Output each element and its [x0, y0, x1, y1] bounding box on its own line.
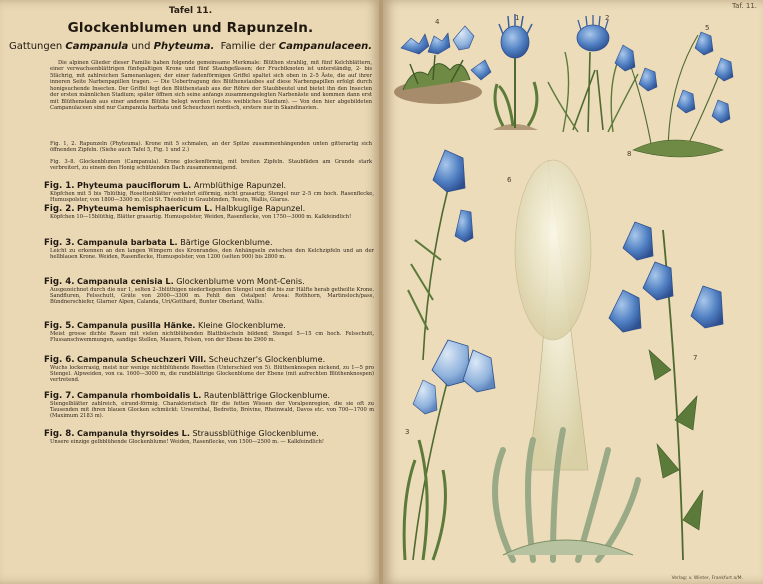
figure-number: Fig. 5. [44, 321, 75, 331]
fig-number-6: 6 [507, 176, 512, 184]
fig-number-5: 5 [705, 24, 710, 32]
subtitle-genus-phyteuma: Phyteuma. [153, 41, 215, 52]
figure-heading [44, 354, 374, 365]
figure-description: Leicht zu erkennen an den langen Wimpern des Kronrandes, den Anhängseln zwischen den Kelchzipfeln und an der hellblauen Krone. Weiden, Rasenflecke, Humuspolster, von 1200 (selten 900) bis 2800 m. [50, 248, 374, 261]
species-name: Campanula cenisia L. [77, 276, 174, 286]
note-phyteuma: Fig. 1, 2. Rapunzeln (Phyteuma). Krone mit 5 schmalen, an der Spitze zusammenhängenden unten gitterartig sich öffnenden Zipfeln. (Siehe auch Tafel 5, Fig. 1 und 2.) [50, 141, 372, 154]
figure-description: Köpfchen mit 5 bis 7blüthig, Rosettenblätter verkehrt eiförmig, nicht grasartig; Stengel nur 2–5 cm hoch. Rasenflecke, Humuspolster, von 1800—3300 m. (Col St. Théodul) in Graubünden, Tessin, Wallis, Glarus. [50, 191, 374, 204]
fig-number-7: 7 [693, 354, 698, 362]
note-campanula: Fig. 3–8. Glockenblumen (Campanula). Krone glockenförmig, mit breiten Zipfeln. Staubfäden am Grunde stark verbreitert, zu einem den Honig schützenden Dach zusammenneigend. [50, 159, 372, 172]
figure-description: Unsere einzige gelbblühende Glockenblume! Weiden, Rasenflecke, von 1500—2500 m. — Kalkfeindlich! [50, 439, 324, 445]
common-name: Rautenblättrige Glockenblume. [203, 390, 331, 400]
figure-number: Fig. 6. [44, 355, 75, 365]
species-name: Campanula thyrsoides L. [77, 428, 190, 438]
figure-entry [44, 354, 374, 384]
fig-number-1: 1 [515, 14, 520, 22]
figure-entry [44, 390, 374, 420]
left-page-text [0, 0, 381, 584]
figure-heading [44, 390, 374, 401]
figure-number: Fig. 8. [44, 429, 75, 439]
figure-entry [44, 320, 374, 343]
common-name: Bärtige Glockenblume. [180, 237, 273, 247]
fig-number-2: 2 [605, 14, 610, 22]
fig-number-8: 8 [627, 150, 632, 158]
species-name: Phyteuma pauciflorum L. [77, 180, 192, 190]
species-name: Campanula Scheuchzeri Vill. [77, 354, 207, 364]
figure-2-phyteuma-hemisphaericum [548, 15, 638, 132]
page-title: Glockenblumen und Rapunzeln. [67, 20, 314, 36]
figure-5-campanula-pusilla [615, 32, 733, 157]
figure-description: Meist grosse dichte Rasen mit vielen nichtblühenden Blattbüscheln bildend; Stengel 5—15 cm hoch. Felsschutt, Flussanschwemmungen, sandige Stellen, Mauern, Felsen, von der Ebene bis 2900 m. [50, 331, 374, 344]
common-name: Straussblüthige Glockenblume. [192, 428, 319, 438]
page-subtitle [0, 41, 381, 52]
figure-1-phyteuma-pauciflorum [493, 14, 538, 130]
figure-number: Fig. 7. [44, 391, 75, 401]
figure-heading [44, 320, 374, 331]
figure-number: Fig. 1. [44, 181, 75, 191]
figure-description: Stengelblätter zahlreich, eirund-förmig. Charakteristisch für die fetten Wiesen der Voralpenregion, die sie oft zu Tausenden mit ihren blauen Glocken schmückt: Ursernthal, Bedretto, Brévine, Rheinwald, Davos etc. von 700—1700 m (Maximum 2183 m). [50, 401, 374, 420]
subtitle-family: Campanulaceen. [278, 41, 373, 52]
figure-4-campanula-cenisia [394, 26, 491, 104]
figure-3-campanula-barbata [404, 340, 495, 560]
species-name: Phyteuma hemisphaericum L. [77, 203, 213, 213]
plate-label: Taf. 11. [732, 2, 757, 10]
figure-entry [44, 180, 374, 203]
figure-entry [44, 428, 374, 445]
common-name: Scheuchzer's Glockenblume. [208, 354, 326, 364]
species-name: Campanula pusilla Hänke. [77, 320, 196, 330]
subtitle-genus-campanula: Campanula [65, 41, 129, 52]
figure-6-campanula-scheuchzeri [408, 150, 473, 360]
fig-number-4: 4 [435, 18, 440, 26]
intro-paragraph: Die alpinen Glieder dieser Familie haben folgende gemeinsame Merkmale: Blüthen strahlig, mit fünf Kelchblättern, einer verwachsenblättrigen fünfspaltigen Krone und fünf Staubgefässen; der Fruchtknoten ist unterständig, 2- bis 5fächrig, mit zahlreichen Samenanlagen; der einer fadenförmigen Griffel spaltet sich oben in 2–5 Äste, die auf ihrer inneren Seite Narbenpapillen tragen. — Die Uebertragung des Blüthenstaubes auf diese Narbenpapillen erfolgt durch honigsuchende Insecten. Der Griffel fegt den Blüthenstaub aus der Röhre der Staubbeutel und bietet ihn den Insecten der ersten männlichen Stadium; später öffnen sich seine anfangs zusammengelegten Narbenäste und kommen dann erst mit Blüthenstaub aus einer anderen Blüthe belegt werden (erstes weibliches Stadium). — Von den hier abgebildeten Campanulaceen sind nur Campanula barbata und Scheuchzeri nordisch, erstere nur in Skandinavien. [50, 60, 372, 112]
figure-description: Köpfchen 10—15blüthig, Blätter grasartig. Humuspolster, Weiden, Rasenflecke, von 1750—3000 m. Kalkfeindlich! [50, 214, 352, 220]
botanical-illustration [383, 0, 763, 584]
species-name: Campanula barbata L. [77, 237, 178, 247]
figure-heading [44, 276, 374, 287]
fig-number-3: 3 [405, 428, 410, 436]
subtitle-prefix: Gattungen [8, 41, 63, 52]
right-page-plate [383, 0, 763, 584]
common-name: Halbkuglige Rapunzel. [215, 203, 306, 213]
subtitle-und: und [131, 41, 151, 52]
species-name: Campanula rhomboidalis L. [77, 390, 202, 400]
figure-number: Fig. 4. [44, 277, 75, 287]
subtitle-family-label: Familie der [220, 41, 276, 52]
common-name: Armblüthige Rapunzel. [193, 180, 287, 190]
figure-8-campanula-thyrsoides [495, 160, 638, 560]
figure-heading [44, 237, 374, 248]
figure-description: Ausgezeichnet durch die nur 1, selten 2–3blüthigen niederliegenden Stengel und die bis zur Hälfte herab getheilte Krone. Sandfluren, Felsschutt, Gräte von 2000—3300 m. Fehlt den Ostalpen! Arosa: Rothhorn, Martinsloch/pass, Bündnerschiefer, Glarner Alpen, Calanda, Uri/Gotthard, Bunter Oberland, Wallis. [50, 287, 374, 306]
common-name: Glockenblume vom Mont-Cenis. [176, 276, 305, 286]
figure-entry [44, 203, 374, 220]
publisher-credit: Verlag: v. Winter, Frankfurt a/M. [671, 576, 743, 581]
common-name: Kleine Glockenblume. [198, 320, 286, 330]
figure-number: Fig. 2. [44, 204, 75, 214]
figure-entry [44, 237, 374, 260]
figure-heading [44, 203, 374, 214]
figure-description: Wuchs lockerrasig, meist nur wenige nichtblühende Rosetten (Unterschied von 5). Blüthenknospen nickend, zu 1—5 pro Stengel. Alpweiden, von ca. 1600—3000 m, die rundblättrige Glockenblume der Ebene (mit aufrechten Blüthenknospen) vertretend. [50, 365, 374, 384]
figure-entry [44, 276, 374, 306]
plate-number: Tafel 11. [168, 6, 213, 16]
figure-number: Fig. 3. [44, 238, 75, 248]
figure-heading [44, 428, 374, 439]
figure-heading [44, 180, 374, 191]
